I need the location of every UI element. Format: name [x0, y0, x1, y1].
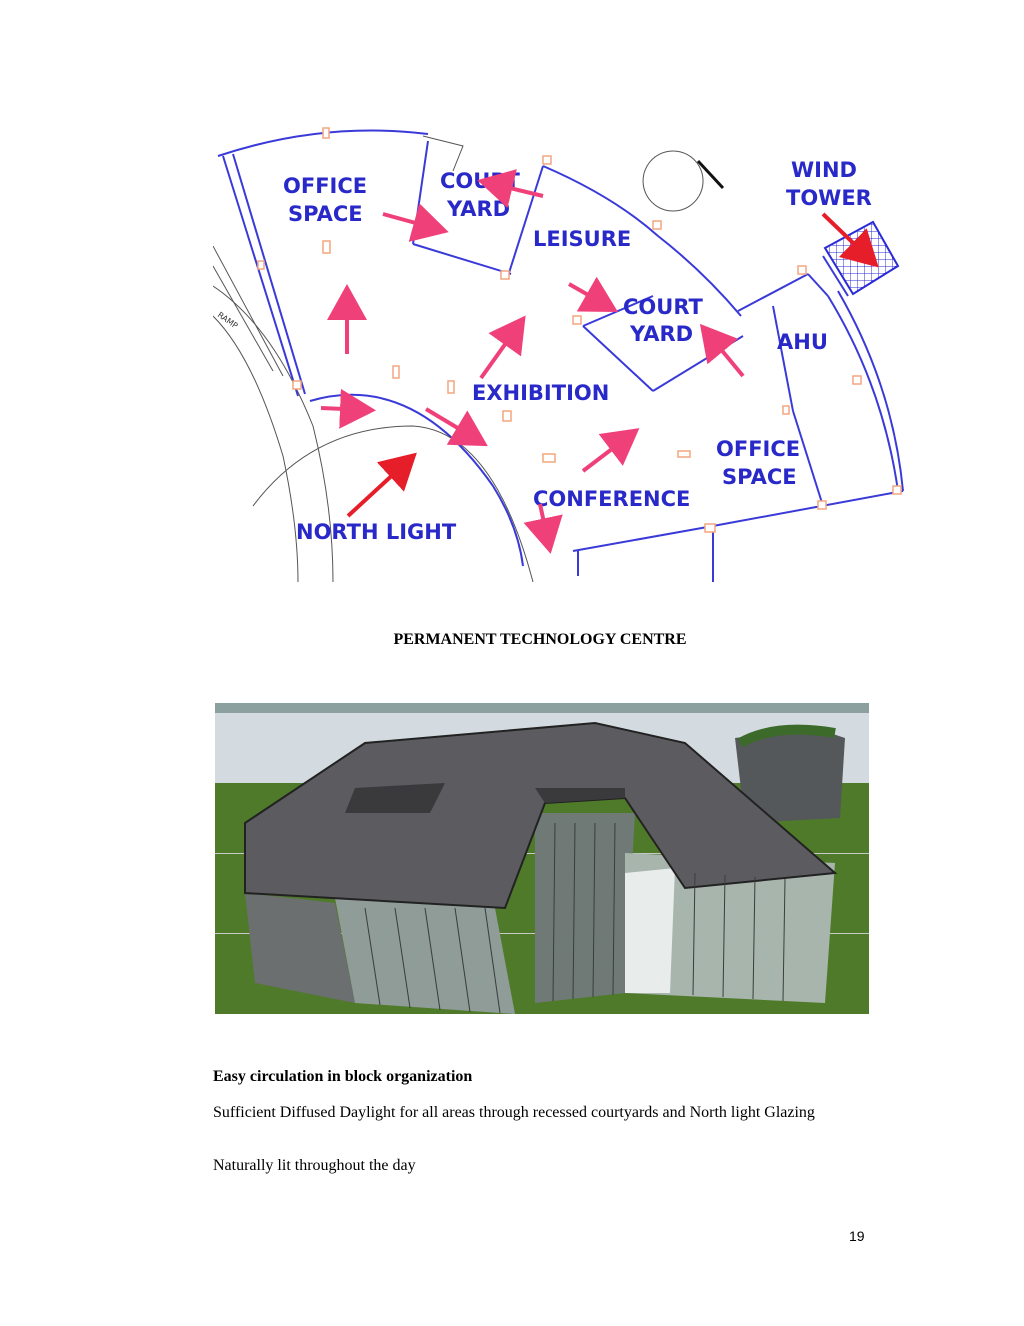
svg-text:WIND: WIND: [791, 158, 857, 182]
svg-text:SPACE: SPACE: [722, 465, 797, 489]
floor-plan-figure: [213, 126, 910, 582]
section-heading: Easy circulation in block organization: [213, 1068, 473, 1085]
svg-text:OFFICE: OFFICE: [716, 437, 801, 461]
svg-text:SPACE: SPACE: [288, 202, 363, 226]
svg-text:COURT: COURT: [623, 295, 703, 319]
ramp-label: RAMP: [215, 310, 240, 331]
office-space-top-label: [283, 174, 367, 226]
svg-text:TOWER: TOWER: [786, 186, 872, 210]
north-light-label: NORTH LIGHT: [296, 520, 457, 544]
ahu-label: AHU: [777, 330, 828, 354]
svg-text:YARD: YARD: [447, 197, 511, 221]
svg-text:OFFICE: OFFICE: [283, 174, 368, 198]
office-space-right-label: [716, 437, 800, 489]
svg-text:COURT: COURT: [440, 169, 520, 193]
conference-label: CONFERENCE: [533, 487, 691, 511]
north-light-arrow: [348, 458, 411, 516]
paragraph-naturally-lit: Naturally lit throughout the day: [213, 1157, 416, 1174]
wind-tower-label: [786, 158, 872, 210]
building-render-image: [215, 703, 869, 1014]
svg-text:YARD: YARD: [630, 322, 694, 346]
exhibition-label: EXHIBITION: [472, 381, 610, 405]
wind-tower-grid: [825, 222, 898, 294]
court-yard-top-label: [440, 169, 521, 221]
figure-caption: PERMANENT TECHNOLOGY CENTRE: [393, 631, 687, 648]
leisure-label: LEISURE: [533, 227, 632, 251]
paragraph-daylight: Sufficient Diffused Daylight for all areas through recessed courtyards and North light Glazing: [213, 1104, 815, 1121]
page-number: 19: [849, 1228, 865, 1244]
court-yard-mid-label: [623, 295, 704, 346]
